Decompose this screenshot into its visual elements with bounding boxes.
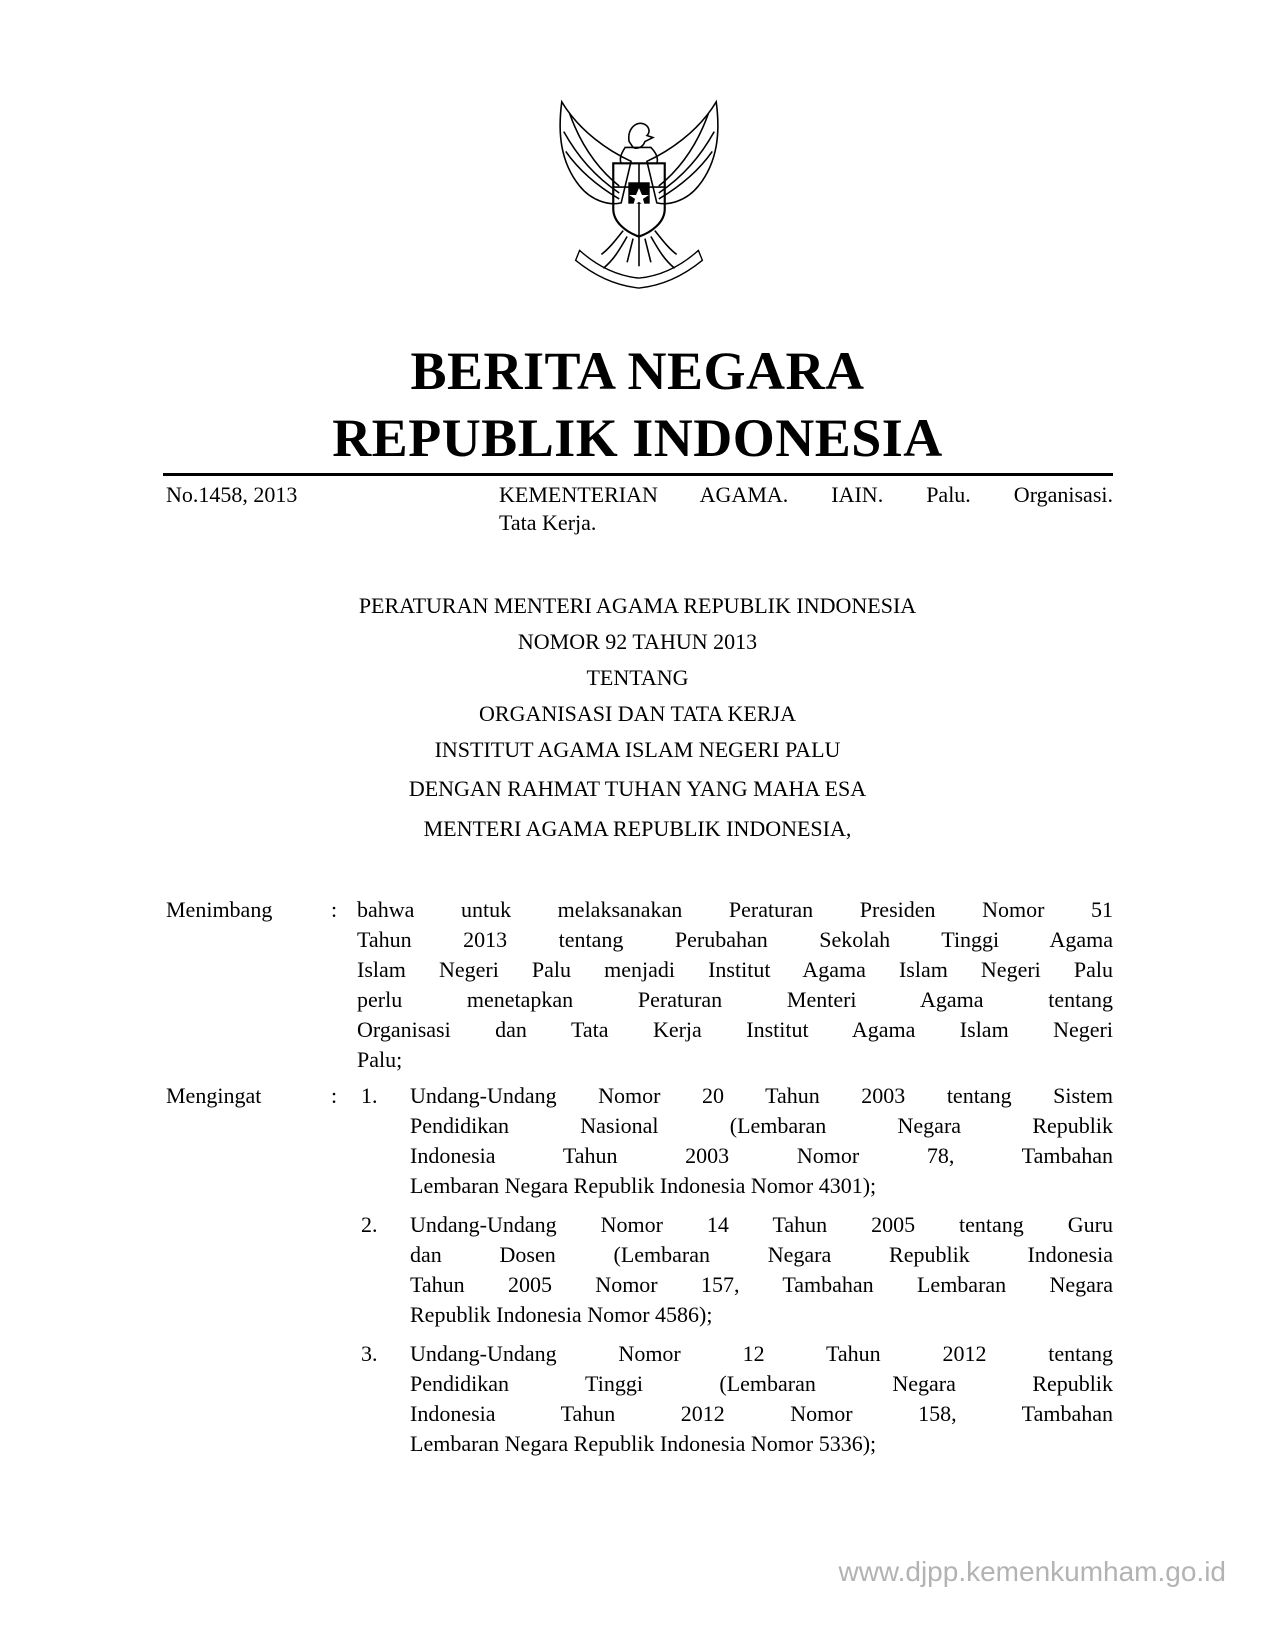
masthead-rule: [163, 473, 1113, 476]
mengingat-item-line: Republik Indonesia Nomor 4586);: [410, 1302, 713, 1327]
menimbang-label: Menimbang: [166, 897, 273, 922]
mengingat-item-line: Undang-Undang Nomor 12 Tahun 2012 tentang: [410, 1341, 1113, 1366]
mengingat-item: [410, 1210, 1113, 1330]
mengingat-item-line: Lembaran Negara Republik Indonesia Nomor 4301);: [410, 1173, 877, 1198]
menimbang-line: Islam Negeri Palu menjadi Institut Agama Islam Negeri Palu: [357, 957, 1113, 982]
garuda-emblem-icon: [540, 92, 738, 290]
gazette-subject-line2: Tata Kerja.: [499, 510, 597, 535]
mengingat-item-line: Lembaran Negara Republik Indonesia Nomor 5336);: [410, 1431, 877, 1456]
mengingat-item-line: Indonesia Tahun 2003 Nomor 78, Tambahan: [410, 1143, 1113, 1168]
masthead-title-line2: REPUBLIK INDONESIA: [332, 408, 943, 468]
menimbang-line: bahwa untuk melaksanakan Peraturan Presiden Nomor 51: [357, 897, 1113, 922]
mengingat-item: [410, 1339, 1113, 1459]
mengingat-item-line: Tahun 2005 Nomor 157, Tambahan Lembaran Negara: [410, 1272, 1113, 1297]
mengingat-item-number: 2.: [361, 1212, 378, 1237]
mengingat-item-line: Pendidikan Nasional (Lembaran Negara Republik: [410, 1113, 1113, 1138]
mengingat-item: [410, 1081, 1113, 1201]
mengingat-item-line: dan Dosen (Lembaran Negara Republik Indonesia: [410, 1242, 1113, 1267]
masthead-title-line1: BERITA NEGARA: [410, 341, 865, 401]
menimbang-text: [357, 895, 1113, 1075]
menimbang-line: Palu;: [357, 1047, 403, 1072]
menimbang-line: Tahun 2013 tentang Perubahan Sekolah Tinggi Agama: [357, 927, 1113, 952]
mengingat-item-line: Undang-Undang Nomor 14 Tahun 2005 tentang Guru: [410, 1212, 1113, 1237]
source-watermark: www.djpp.kemenkumham.go.id: [838, 1556, 1226, 1587]
mengingat-item-line: Undang-Undang Nomor 20 Tahun 2003 tentang Sistem: [410, 1083, 1113, 1108]
menimbang-line: Organisasi dan Tata Kerja Institut Agama Islam Negeri: [357, 1017, 1113, 1042]
mengingat-item-line: Pendidikan Tinggi (Lembaran Negara Republik: [410, 1371, 1113, 1396]
gazette-number: No.1458, 2013: [166, 482, 298, 507]
regulation-title: PERATURAN MENTERI AGAMA REPUBLIK INDONESIA: [358, 593, 917, 618]
mengingat-label: Mengingat: [166, 1083, 262, 1108]
mengingat-item-number: 1.: [361, 1083, 378, 1108]
gazette-subject-line1: KEMENTERIAN AGAMA. IAIN. Palu. Organisasi.: [499, 482, 1113, 507]
mengingat-item-line: Indonesia Tahun 2012 Nomor 158, Tambahan: [410, 1401, 1113, 1426]
menimbang-line: perlu menetapkan Peraturan Menteri Agama tentang: [357, 987, 1113, 1012]
menimbang-colon: :: [331, 897, 338, 922]
regulation-about: TENTANG: [586, 665, 689, 690]
mengingat-item-number: 3.: [361, 1341, 378, 1366]
mengingat-colon: :: [331, 1083, 338, 1108]
regulation-subject-line2: INSTITUT AGAMA ISLAM NEGERI PALU: [434, 737, 841, 762]
regulation-number: NOMOR 92 TAHUN 2013: [517, 629, 758, 654]
regulation-invocation: DENGAN RAHMAT TUHAN YANG MAHA ESA: [408, 776, 867, 801]
regulation-issuer: MENTERI AGAMA REPUBLIK INDONESIA,: [423, 816, 852, 841]
regulation-subject-line1: ORGANISASI DAN TATA KERJA: [479, 701, 796, 726]
